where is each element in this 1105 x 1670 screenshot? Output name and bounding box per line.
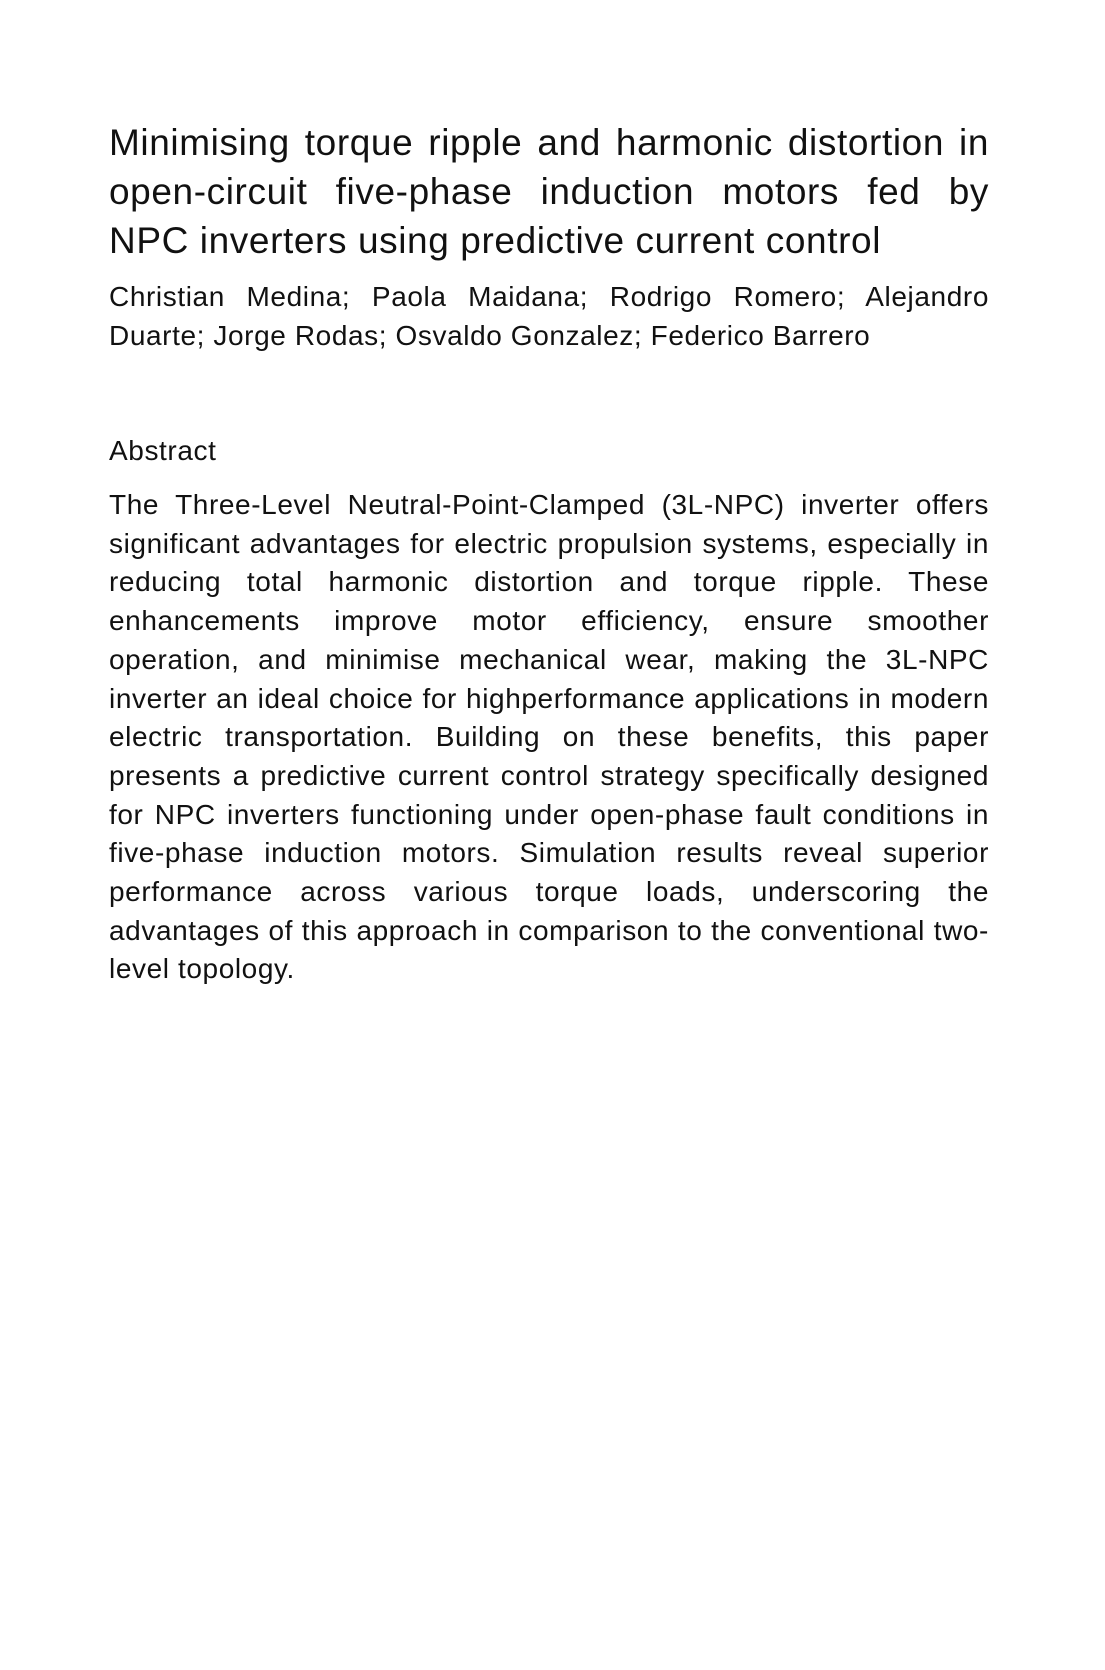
abstract-text: The Three-Level Neutral-Point-Clamped (3L-NPC) inverter offers significant advantages for electric propulsion systems, especially in reducing total harmonic distortion and torque ripple. These enhancements improve motor efficiency, ensure smoother operation, and minimise mechanical wear, making the 3L-NPC inverter an ideal choice for highperformance applications in modern electric transportation. Building on these benefits, this paper presents a predictive current control strategy specifically designed for NPC inverters functioning under open-phase fault conditions in five-phase induction motors. Simulation results reveal superior performance across various torque loads, underscoring the advantages of this approach in comparison to the conventional two-level topology. <box>109 489 989 985</box>
abstract-heading: Abstract <box>109 435 217 466</box>
paper-title: Minimising torque ripple and harmonic distortion in open-circuit five-phase induction motors fed by NPC inverters using predictive current control <box>109 122 989 261</box>
author-list: Christian Medina; Paola Maidana; Rodrigo Romero; Alejandro Duarte; Jorge Rodas; Osvaldo Gonzalez; Federico Barrero <box>109 281 989 351</box>
